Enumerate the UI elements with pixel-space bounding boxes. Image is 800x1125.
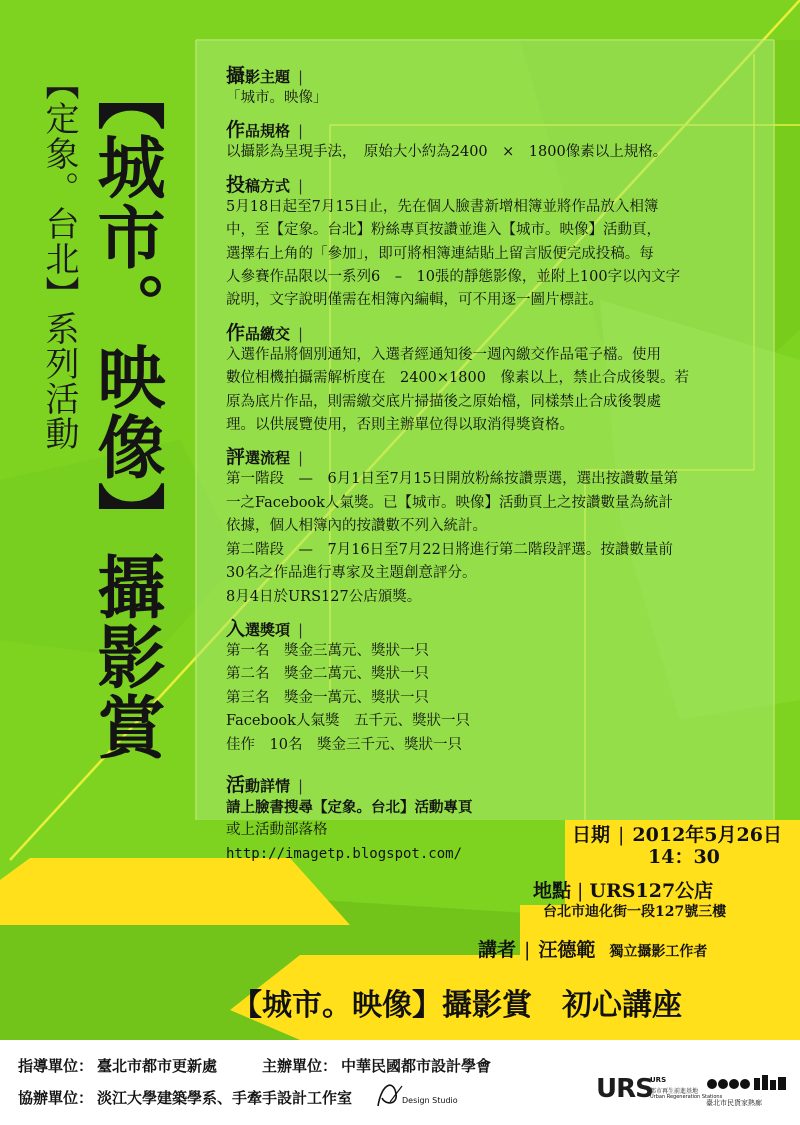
market-logo-mark-icon (706, 1072, 790, 1096)
section-line: 理。以供展覽使用，否則主辦單位得以取消得獎資格。 (226, 417, 574, 434)
organizer-name: 中華民國都市設計學會 (341, 1057, 492, 1075)
urs-logo-small: URS (650, 1076, 667, 1084)
section-line: 「城市。映像」 (226, 90, 328, 106)
section-theme (226, 66, 771, 110)
co-organizer-credit (18, 1087, 352, 1108)
heading-initial: 評 (226, 446, 246, 469)
section-line: 人參賽作品限以一系列6 – 10張的靜態影像，並附上100字以內文字 (226, 269, 681, 286)
heading-initial: 攝 (226, 65, 246, 87)
studio-logo-text: Design Studio (402, 1096, 458, 1105)
section-line: 佳作 10名 獎金三千元、獎狀一只 (226, 736, 462, 753)
urs-logo-text: URS (596, 1074, 653, 1104)
section-heading (226, 66, 771, 87)
poster-title: 【城市。映像】攝影賞 (86, 62, 166, 762)
section-line: 說明，文字說明僅需在相簿內編輯，可不用逐一圖片標註。 (226, 292, 603, 309)
heading-text: 影主題 (245, 68, 291, 86)
speaker-separator: | (524, 939, 531, 961)
section-line: 以攝影為呈現手法， 原始大小約為2400 × 1800像素以上規格。 (226, 144, 668, 161)
section-judging (226, 447, 771, 608)
heading-separator: | (298, 122, 304, 141)
section-line: 入選作品將個別通知，入選者經通知後一週內繳交作品電子檔。使用 (226, 346, 661, 363)
section-line: 第二名 獎金二萬元、獎狀一只 (226, 666, 429, 683)
heading-initial: 投 (226, 173, 246, 196)
section-line: 第二階段 — 7月16日至7月22日將進行第二階段評選。按讚數量前 (226, 541, 673, 558)
section-line: 數位相機拍攝需解析度在 2400×1800 像素以上，禁止合成後製。若 (226, 370, 689, 387)
venue-separator: | (577, 880, 584, 902)
event-venue-block (533, 879, 726, 921)
time-value: 14：30 (648, 846, 720, 868)
section-line: Facebook人氣獎 五千元、獎狀一只 (226, 713, 470, 730)
organizer-credit (262, 1055, 491, 1076)
event-date-block (572, 824, 782, 868)
speaker-name: 汪德範 (538, 939, 596, 961)
footer (0, 1040, 800, 1125)
section-line: 請上臉書搜尋【定象。台北】活動專頁 (226, 798, 473, 816)
venue-label: 地點 (533, 880, 572, 902)
section-submit (226, 175, 771, 313)
section-line: 第一階段 — 6月1日至7月15日開放粉絲按讚票選，選出按讚數量第 (226, 471, 679, 488)
blog-link[interactable]: http://imagetp.blogspot.com/ (226, 845, 463, 862)
market-logo (706, 1072, 790, 1107)
section-heading (226, 447, 771, 468)
section-awards (226, 619, 771, 757)
speaker-role: 獨立攝影工作者 (609, 944, 708, 960)
section-heading (226, 175, 771, 196)
advisor-name: 臺北市都市更新處 (97, 1057, 218, 1075)
section-heading (226, 619, 771, 640)
heading-separator: | (298, 324, 304, 343)
urs-logo-cn: 都市再生前進基地 (650, 1088, 699, 1095)
speaker-label: 講者 (478, 939, 517, 961)
heading-text: 稿方式 (245, 176, 291, 195)
section-line: 8月4日於URS127公店頒獎。 (226, 588, 422, 605)
market-logo-text: 臺北市民貨家熱廊 (706, 1099, 762, 1107)
studio-logo-mark-icon (372, 1076, 472, 1112)
rules-content (226, 66, 771, 876)
section-line: 原為底片作品，則需繳交底片掃描後之原始檔，同樣禁止合成後製處 (226, 393, 661, 410)
studio-logo (372, 1076, 472, 1116)
heading-text: 動詳情 (245, 776, 291, 795)
section-line: 5月18日起至7月15日止，先在個人臉書新增相簿並將作品放入相簿 (226, 198, 659, 215)
heading-separator: | (298, 449, 304, 468)
section-heading (226, 120, 771, 141)
co-organizer-label: 協辦單位： (18, 1089, 94, 1107)
heading-separator: | (298, 620, 304, 639)
heading-text: 選流程 (245, 449, 291, 468)
section-line: 第一名 獎金三萬元、獎狀一只 (226, 642, 429, 659)
section-delivery (226, 323, 771, 438)
heading-text: 選獎項 (245, 620, 291, 639)
series-title: 【定象。台北】系列活動 (39, 66, 79, 451)
section-line: 第三名 獎金一萬元、獎狀一只 (226, 689, 429, 706)
section-heading (226, 323, 771, 344)
section-spec (226, 120, 771, 164)
date-label: 日期 (572, 824, 611, 846)
heading-text: 品繳交 (245, 324, 291, 343)
section-heading (226, 775, 771, 796)
section-line: 中，至【定象。台北】粉絲專頁按讚並進入【城市。映像】活動頁， (226, 222, 661, 239)
section-line: 或上活動部落格 (226, 822, 328, 839)
venue-name: URS127公店 (589, 880, 714, 902)
lecture-title: 【城市。映像】攝影賞 初心講座 (232, 988, 682, 1023)
advisor-label: 指導單位： (18, 1057, 94, 1075)
heading-separator: | (298, 176, 304, 195)
heading-initial: 活 (226, 773, 246, 796)
heading-initial: 作 (226, 321, 246, 344)
urs-logo-subtext: Urban Regeneration Stations (650, 1094, 723, 1100)
section-line: 一之Facebook人氣獎。已【城市。映像】活動頁上之按讚數量為統計 (226, 494, 673, 511)
speaker-block (478, 935, 707, 962)
section-line: 選擇右上角的「參加」，即可將相簿連結貼上留言版便完成投稿。每 (226, 245, 654, 262)
section-line: 30名之作品進行專家及主題創意評分。 (226, 565, 477, 582)
heading-separator: | (298, 68, 304, 86)
heading-initial: 入 (226, 617, 246, 640)
heading-separator: | (298, 776, 304, 795)
venue-address: 台北市迪化街一段127號三樓 (543, 904, 727, 920)
section-line: 依據，個人相簿內的按讚數不列入統計。 (226, 518, 487, 535)
date-value: 2012年5月26日 (632, 824, 782, 846)
heading-text: 品規格 (245, 122, 291, 141)
date-separator: | (618, 824, 625, 846)
organizer-label: 主辦單位： (262, 1057, 338, 1075)
heading-initial: 作 (226, 119, 246, 142)
co-organizer-name: 淡江大學建築學系、手牽手設計工作室 (97, 1089, 353, 1107)
advisor-credit (18, 1055, 217, 1076)
